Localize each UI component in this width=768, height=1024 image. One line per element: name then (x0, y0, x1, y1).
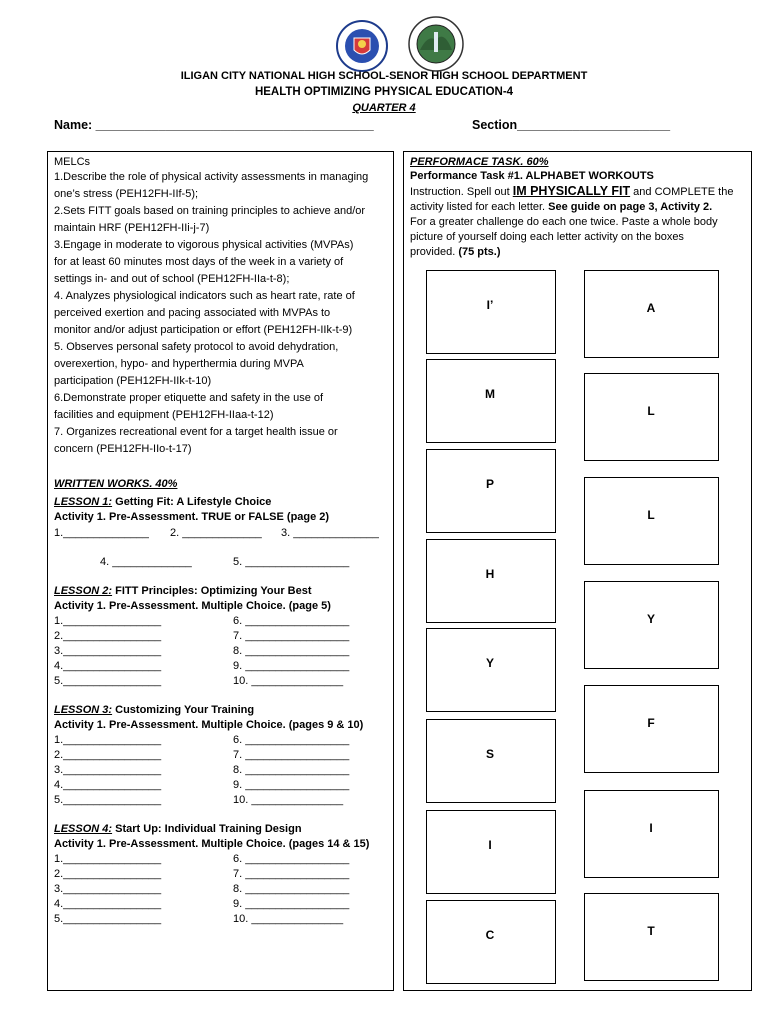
answer-blank[interactable]: 4. _____________ (100, 556, 192, 568)
written-works-title: WRITTEN WORKS. 40% (54, 478, 178, 490)
melc-line: 3.Engage in moderate to vigorous physical activities (MVPAs) (54, 239, 354, 251)
lesson4-label: LESSON 4: (54, 823, 113, 835)
melc-line: 7. Organizes recreational event for a target health issue or (54, 426, 338, 438)
performance-task: Performance Task #1. ALPHABET WORKOUTS (410, 170, 654, 182)
lesson3-label: LESSON 3: (54, 704, 113, 716)
answer-blank[interactable]: 1.________________ (54, 853, 162, 865)
photo-box-left[interactable] (426, 359, 556, 443)
melc-line: monitor and/or adjust participation or effort (PEH12FH-IIk-t-9) (54, 324, 353, 336)
answer-blank[interactable]: 3. ______________ (281, 527, 379, 539)
answer-blank[interactable]: 5.________________ (54, 913, 162, 925)
answer-blank[interactable]: 3.________________ (54, 645, 162, 657)
lesson2-activity: Activity 1. Pre-Assessment. Multiple Choice. (page 5) (54, 600, 331, 612)
letter-label: H (485, 567, 495, 581)
answer-blank[interactable]: 4.________________ (54, 660, 162, 672)
answer-blank[interactable]: 2. _____________ (170, 527, 262, 539)
melc-line: for at least 60 minutes most days of the week in a variety of (54, 256, 344, 268)
name-field[interactable]: Name: ________________________________________ (54, 118, 374, 132)
instruction-text: activity listed for each letter. (410, 201, 549, 213)
photo-box-left[interactable] (426, 628, 556, 712)
answer-blank[interactable]: 6. _________________ (233, 615, 350, 627)
answer-blank[interactable]: 3.________________ (54, 883, 162, 895)
letter-label: I (649, 821, 653, 835)
answer-blank[interactable]: 6. _________________ (233, 734, 350, 746)
answer-blank[interactable]: 10. _______________ (233, 913, 344, 925)
answer-blank[interactable]: 8. _________________ (233, 764, 350, 776)
lesson1-activity: Activity 1. Pre-Assessment. TRUE or FALSE (page 2) (54, 511, 330, 523)
letter-label: T (647, 924, 655, 938)
instruction-text: provided. (410, 246, 459, 258)
melc-line: settings in- and out of school (PEH12FH-IIa-t-8); (54, 273, 290, 285)
instruction-line-4: picture of yourself doing each letter activity on the boxes (410, 231, 684, 243)
spell-word: IM PHYSICALLY FIT (512, 184, 631, 198)
answer-blank[interactable]: 5. _________________ (233, 556, 350, 568)
letter-label: Y (485, 656, 494, 670)
answer-blank[interactable]: 1.________________ (54, 734, 162, 746)
melc-line: 5. Observes personal safety protocol to avoid dehydration, (54, 341, 339, 353)
melc-line: 4. Analyzes physiological indicators such as heart rate, rate of (54, 290, 355, 302)
letter-label: L (647, 404, 655, 418)
answer-blank[interactable]: 8. _________________ (233, 883, 350, 895)
letter-label: P (485, 477, 494, 491)
answer-blank[interactable]: 4.________________ (54, 779, 162, 791)
melc-line: maintain HRF (PEH12FH-IIi-j-7) (54, 222, 210, 234)
melc-line: facilities and equipment (PEH12FH-IIaa-t-12) (54, 409, 274, 421)
lesson4-title: Start Up: Individual Training Design (112, 823, 302, 835)
instruction-line-1 (410, 185, 733, 199)
section-field[interactable]: Section______________________ (472, 118, 671, 132)
answer-blank[interactable]: 7. _________________ (233, 630, 350, 642)
lesson3-heading (54, 704, 254, 717)
answer-blank[interactable]: 2.________________ (54, 630, 162, 642)
lesson2-title: FITT Principles: Optimizing Your Best (112, 585, 312, 597)
performance-title: PERFORMACE TASK. 60% (410, 156, 549, 168)
quarter-label: QUARTER 4 (352, 102, 416, 114)
letter-label: S (485, 747, 494, 761)
melcs-title: MELCs (54, 156, 91, 168)
lesson3-activity: Activity 1. Pre-Assessment. Multiple Choice. (pages 9 & 10) (54, 719, 364, 731)
answer-blank[interactable]: 9. _________________ (233, 660, 350, 672)
photo-box-left[interactable] (426, 449, 556, 533)
letter-label: F (647, 716, 655, 730)
instruction-text: Instruction. Spell out (410, 186, 513, 198)
guide-reference: See guide on page 3, Activity 2. (548, 201, 713, 213)
photo-box-left[interactable] (426, 810, 556, 894)
melc-line: participation (PEH12FH-IIk-t-10) (54, 375, 212, 387)
lesson1-title: Getting Fit: A Lifestyle Choice (112, 496, 272, 508)
letter-label: Y (646, 612, 655, 626)
answer-blank[interactable]: 6. _________________ (233, 853, 350, 865)
points-label: (75 pts.) (458, 246, 501, 258)
answer-blank[interactable]: 5.________________ (54, 794, 162, 806)
answer-blank[interactable]: 10. _______________ (233, 794, 344, 806)
answer-blank[interactable]: 8. _________________ (233, 645, 350, 657)
answer-blank[interactable]: 1.________________ (54, 615, 162, 627)
answer-blank[interactable]: 9. _________________ (233, 898, 350, 910)
instruction-line-5 (410, 246, 501, 259)
answer-blank[interactable]: 4.________________ (54, 898, 162, 910)
lesson1-label: LESSON 1: (54, 496, 113, 508)
school-name: ILIGAN CITY NATIONAL HIGH SCHOOL-SENOR HIGH SCHOOL DEPARTMENT (180, 70, 588, 82)
melc-line: overexertion, hypo- and hyperthermia during MVPA (54, 358, 304, 370)
lesson3-title: Customizing Your Training (112, 704, 255, 716)
instruction-text: and COMPLETE the (630, 186, 734, 198)
melc-line: 6.Demonstrate proper etiquette and safety in the use of (54, 392, 324, 404)
photo-box-left[interactable] (426, 900, 556, 984)
instruction-line-2 (410, 201, 712, 214)
lesson2-heading (54, 585, 312, 598)
answer-blank[interactable]: 7. _________________ (233, 749, 350, 761)
lesson4-heading (54, 823, 302, 836)
melc-line: 2.Sets FITT goals based on training principles to achieve and/or (54, 205, 366, 217)
letter-label: C (485, 928, 495, 942)
lesson2-label: LESSON 2: (54, 585, 113, 597)
answer-blank[interactable]: 3.________________ (54, 764, 162, 776)
letter-label: L (647, 508, 655, 522)
letter-label: A (646, 301, 656, 315)
melc-line: 1.Describe the role of physical activity assessments in managing (54, 171, 369, 183)
photo-box-left[interactable] (426, 270, 556, 354)
answer-blank[interactable]: 2.________________ (54, 749, 162, 761)
deped-seal-logo (336, 20, 388, 72)
letter-label: I’ (486, 298, 494, 312)
answer-blank[interactable]: 10. _______________ (233, 675, 344, 687)
subject-title: HEALTH OPTIMIZING PHYSICAL EDUCATION-4 (254, 86, 514, 98)
answer-blank[interactable]: 5.________________ (54, 675, 162, 687)
answer-blank[interactable]: 7. _________________ (233, 868, 350, 880)
lesson4-activity: Activity 1. Pre-Assessment. Multiple Choice. (pages 14 & 15) (54, 838, 370, 850)
melc-line: concern (PEH12FH-IIo-t-17) (54, 443, 192, 455)
instruction-line-3: For a greater challenge do each one twice. Paste a whole body (410, 216, 718, 228)
photo-box-left[interactable] (426, 719, 556, 803)
photo-box-left[interactable] (426, 539, 556, 623)
letter-label: I (488, 838, 492, 852)
school-seal-logo (408, 16, 464, 72)
answer-blank[interactable]: 1.______________ (54, 527, 149, 539)
lesson1-heading (54, 496, 271, 509)
answer-blank[interactable]: 9. _________________ (233, 779, 350, 791)
melc-line: perceived exertion and pacing associated with MVPAs to (54, 307, 331, 319)
melc-line: one’s stress (PEH12FH-IIf-5); (54, 188, 199, 200)
answer-blank[interactable]: 2.________________ (54, 868, 162, 880)
letter-label: M (485, 387, 495, 401)
